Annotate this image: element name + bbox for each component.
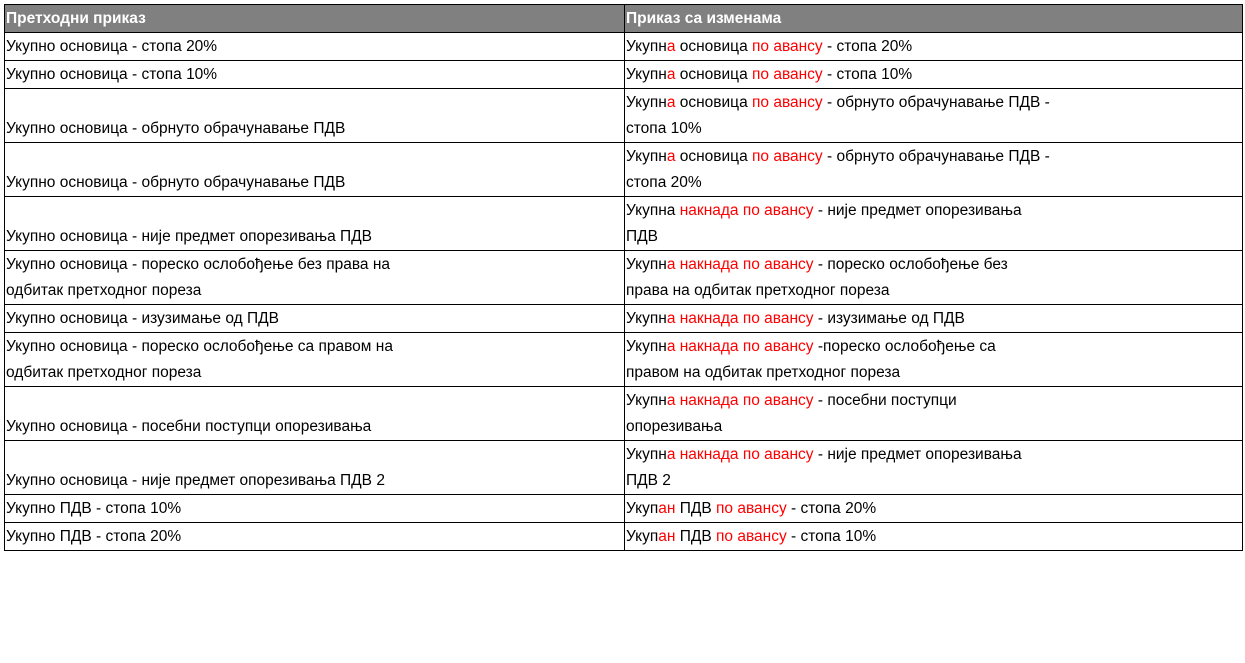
cell-new	[625, 387, 1243, 441]
cell-text: основица	[675, 38, 752, 55]
cell-old: Укупно основица - посебни поступци опорезивања	[5, 387, 625, 441]
highlighted-change: ан	[658, 528, 676, 545]
table-row	[5, 197, 1243, 251]
cell-new	[625, 33, 1243, 61]
highlighted-change: по авансу	[716, 528, 787, 545]
cell-text: Укупн	[626, 446, 667, 463]
highlighted-change: а накнада по авансу	[666, 310, 814, 327]
table-body	[5, 33, 1243, 551]
highlighted-change: накнада по авансу	[679, 202, 814, 219]
cell-text: Укупн	[626, 256, 667, 273]
table-row	[5, 387, 1243, 441]
table-row	[5, 305, 1243, 333]
cell-text: Укупн	[626, 338, 667, 355]
cell-text: Укупн	[626, 94, 667, 111]
cell-text: Укупна	[626, 202, 680, 219]
header-row	[5, 5, 1243, 33]
highlighted-change: а	[666, 94, 676, 111]
highlighted-change: ан	[658, 500, 676, 517]
highlighted-change: по авансу	[752, 94, 823, 111]
cell-new	[625, 197, 1243, 251]
cell-text: - обрнуто обрачунавање ПДВ -	[822, 94, 1050, 111]
cell-text: ПДВ	[626, 228, 658, 245]
cell-old: Укупно основица - изузимање од ПДВ	[5, 305, 625, 333]
highlighted-change: а	[666, 148, 676, 165]
table-row	[5, 33, 1243, 61]
highlighted-change: а накнада по авансу	[666, 392, 814, 409]
cell-text: - стопа 10%	[786, 528, 877, 545]
cell-old: Укупно основица - обрнуто обрачунавање ПДВ	[5, 89, 625, 143]
cell-old: Укупно ПДВ - стопа 10%	[5, 495, 625, 523]
cell-text: - стопа 10%	[822, 66, 913, 83]
table-row	[5, 333, 1243, 387]
cell-text: - није предмет опорезивања	[813, 202, 1022, 219]
cell-new	[625, 441, 1243, 495]
cell-text: Укупн	[626, 392, 667, 409]
table-row	[5, 61, 1243, 89]
column-header-old: Претходни приказ	[5, 5, 625, 33]
cell-old: Укупно основица - обрнуто обрачунавање ПДВ	[5, 143, 625, 197]
cell-text: правом на одбитак претходног пореза	[626, 364, 901, 381]
cell-text: ПДВ	[675, 528, 717, 545]
cell-text: - није предмет опорезивања	[813, 446, 1022, 463]
cell-text: - изузимање од ПДВ	[813, 310, 965, 327]
table-row	[5, 89, 1243, 143]
table-row	[5, 495, 1243, 523]
cell-text: Укупн	[626, 66, 667, 83]
cell-text: - пореско ослобођење без	[813, 256, 1008, 273]
comparison-table	[4, 4, 1243, 551]
highlighted-change: а	[666, 38, 676, 55]
column-header-new: Приказ са изменама	[625, 5, 1243, 33]
cell-text: Укуп	[626, 528, 659, 545]
cell-old: Укупно основица - стопа 20%	[5, 33, 625, 61]
cell-text: - стопа 20%	[786, 500, 877, 517]
cell-text: -пореско ослобођење са	[813, 338, 996, 355]
cell-text: Укупн	[626, 38, 667, 55]
cell-old: Укупно основица - није предмет опорезивања ПДВ 2	[5, 441, 625, 495]
cell-new	[625, 61, 1243, 89]
cell-new	[625, 89, 1243, 143]
highlighted-change: по авансу	[752, 38, 823, 55]
cell-new	[625, 495, 1243, 523]
cell-text: Укуп	[626, 500, 659, 517]
cell-old: Укупно основица - пореско ослобођење са правом на одбитак претходног пореза	[5, 333, 625, 387]
highlighted-change: по авансу	[716, 500, 787, 517]
cell-text: стопа 20%	[626, 174, 702, 191]
cell-text: Укупн	[626, 148, 667, 165]
cell-text: основица	[675, 66, 752, 83]
highlighted-change: по авансу	[752, 148, 823, 165]
cell-new	[625, 143, 1243, 197]
cell-text: Укупн	[626, 310, 667, 327]
highlighted-change: а накнада по авансу	[666, 446, 814, 463]
cell-old: Укупно ПДВ - стопа 20%	[5, 523, 625, 551]
table-row	[5, 441, 1243, 495]
cell-text: - стопа 20%	[822, 38, 913, 55]
cell-text: стопа 10%	[626, 120, 702, 137]
cell-old: Укупно основица - стопа 10%	[5, 61, 625, 89]
table-row	[5, 523, 1243, 551]
cell-old: Укупно основица - није предмет опорезивања ПДВ	[5, 197, 625, 251]
cell-text: опорезивања	[626, 418, 723, 435]
cell-text: ПДВ	[675, 500, 717, 517]
cell-new	[625, 251, 1243, 305]
table-row	[5, 143, 1243, 197]
cell-text: - обрнуто обрачунавање ПДВ -	[822, 148, 1050, 165]
cell-text: основица	[675, 94, 752, 111]
cell-new	[625, 333, 1243, 387]
cell-text: - посебни поступци	[813, 392, 957, 409]
highlighted-change: а	[666, 66, 676, 83]
cell-text: права на одбитак претходног пореза	[626, 282, 890, 299]
cell-text: основица	[675, 148, 752, 165]
highlighted-change: а накнада по авансу	[666, 338, 814, 355]
cell-old: Укупно основица - пореско ослобођење без права на одбитак претходног пореза	[5, 251, 625, 305]
cell-new	[625, 305, 1243, 333]
cell-new	[625, 523, 1243, 551]
cell-text: ПДВ 2	[626, 472, 671, 489]
table-row	[5, 251, 1243, 305]
highlighted-change: а накнада по авансу	[666, 256, 814, 273]
highlighted-change: по авансу	[752, 66, 823, 83]
